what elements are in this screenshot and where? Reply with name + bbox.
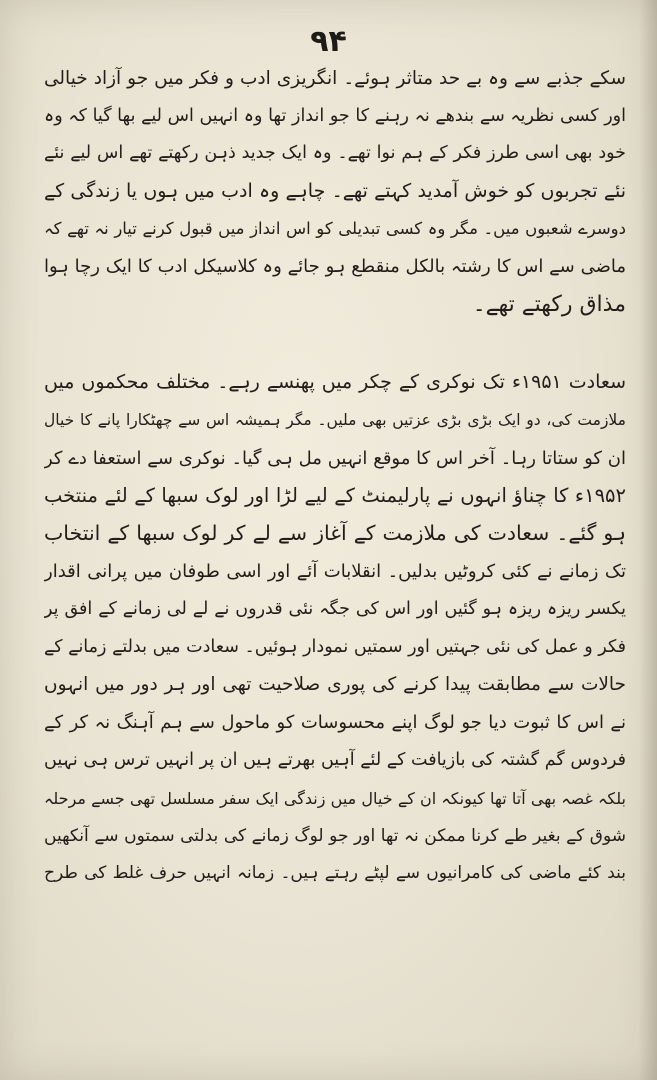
text-line: ملازمت کی، دو ایک بڑی بڑی عزتیں بھی ملیں۔ مگر ہمیشہ اس سے چھٹکارا پانے کا خیال [44, 410, 626, 429]
text-line: بلکہ غصہ بھی آتا تھا کیونکہ ان کے خیال میں زندگی ایک سفر مسلسل تھی جسے مرحلہ [44, 788, 626, 808]
text-line: بند کئے ماضی کی کامرانیوں سے لپٹے رہتے ہیں۔ زمانہ انہیں حرف غلط کی طرح [44, 863, 626, 884]
text-line: اور کسی نظریہ سے بندھے نہ رہنے کا جو انداز تھا وہ انہیں اس لیے بھا گیا کہ وہ [44, 105, 626, 126]
text-line: ہو گئے۔ سعادت کی ملازمت کے آغاز سے لے کر لوک سبھا کے انتخاب [44, 521, 626, 546]
text-line: شوق کے بغیر طے کرنا ممکن نہ تھا اور جو لوگ زمانے کی بدلتی سمتوں سے آنکھیں [44, 825, 626, 846]
text-line: سکے جذبے سے وہ بے حد متاثر ہوئے۔ انگریزی ادب و فکر میں جو آزاد خیالی [44, 68, 626, 89]
text-line: حالات سے مطابقت پیدا کرنے کی پوری صلاحیت تھی اور ہر دور میں انہوں [44, 674, 626, 696]
text-line: فردوس گم گشتہ کی بازیافت کے لئے آہیں بھرتے ہیں ان پر انہیں ترس ہی نہیں [44, 749, 626, 770]
page-edge-shadow [639, 0, 657, 1080]
text-line: ۱۹۵۲ء کا چناؤ انہوں نے پارلیمنٹ کے لیے لڑا اور لوک سبھا کے لئے منتخب [44, 484, 626, 508]
text-line: ان کو ستاتا رہا۔ آخر اس کا موقع انہیں مل ہی گیا۔ نوکری سے استعفا دے کر [44, 447, 626, 469]
text-line: تک زمانے نے کئی کروٹیں بدلیں۔ انقلابات آئے اور اسی طوفان میں پرانی اقدار [44, 560, 626, 582]
page-number: ۹۴ [310, 24, 347, 59]
paragraph-2 [44, 364, 626, 893]
text-line: نے اس کا ثبوت دیا جو لوگ اپنے محسوسات کو ماحول سے ہم آہنگ نہ کر کے [44, 712, 626, 734]
text-line: ماضی سے اس کا رشتہ بالکل منقطع ہو جائے وہ کلاسیکل ادب کا ایک رچا ہوا [44, 255, 626, 277]
text-line: خود بھی اسی طرز فکر کے ہم نوا تھے۔ وہ ایک جدید ذہن رکھتے تھے اس لیے نئے [44, 143, 626, 164]
text-line: نئے تجربوں کو خوش آمدید کہتے تھے۔ چاہے وہ ادب میں ہوں یا زندگی کے [44, 179, 626, 202]
text-line: مذاق رکھتے تھے۔ [472, 291, 626, 317]
text-line: سعادت ۱۹۵۱ء تک نوکری کے چکر میں پھنسے رہے۔ مختلف محکموں میں [44, 371, 626, 393]
text-line: فکر و عمل کی نئی جہتیں اور سمتیں نمودار ہوئیں۔ سعادت میں بدلتے زمانے کے [44, 636, 626, 657]
paragraph-1 [44, 60, 626, 323]
text-line: یکسر ریزہ ریزہ ہو گئیں اور اس کی جگہ نئی قدروں نے لے لی زمانے کے افق پر [44, 598, 626, 619]
text-line: دوسرے شعبوں میں۔ مگر وہ کسی تبدیلی کو اس انداز میں قبول کرنے تیار نہ تھے کہ [44, 219, 626, 239]
